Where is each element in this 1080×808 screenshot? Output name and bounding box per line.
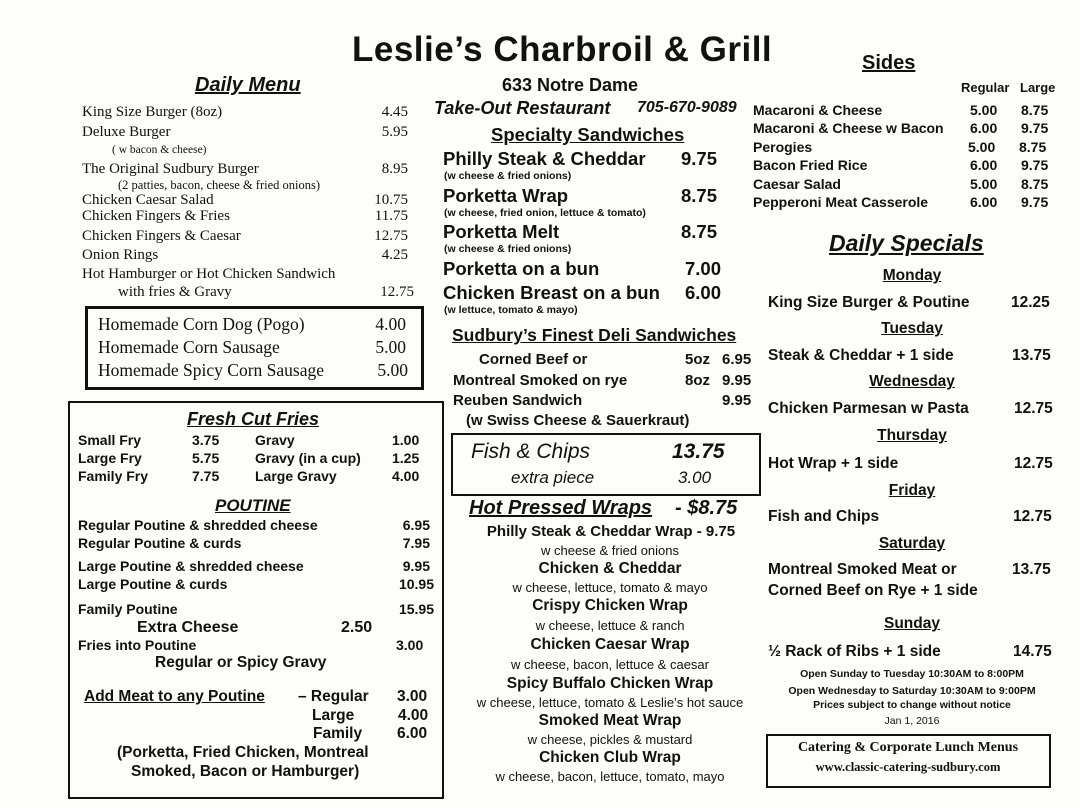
fish-chips-price: 13.75 <box>672 440 725 463</box>
menu-item: Homemade Corn Dog (Pogo) 4.00 <box>98 314 406 334</box>
wrap-desc: w cheese, lettuce & ranch <box>535 618 685 633</box>
fry-size: Family Fry <box>78 468 149 484</box>
add-meat-label: Add Meat to any Poutine <box>84 688 265 705</box>
special-price: 12.75 <box>1013 508 1052 525</box>
poutine-item: Regular Poutine & shredded cheese 6.95 <box>78 517 430 533</box>
deli-title: Sudbury’s Finest Deli Sandwiches <box>452 325 737 345</box>
hot-wraps-title: Hot Pressed Wraps <box>469 497 653 519</box>
side-regular: 5.00 <box>968 139 996 155</box>
meat-regular-price: 3.00 <box>397 688 428 705</box>
special-item: Fish and Chips <box>768 508 880 525</box>
wrap-desc: w cheese, lettuce, tomato & mayo <box>512 580 708 595</box>
side-large: 8.75 <box>1021 102 1049 118</box>
hot-wraps-price: - $8.75 <box>675 497 738 519</box>
special-item-line2: Corned Beef on Rye + 1 side <box>768 582 978 599</box>
special-day: Thursday <box>877 427 947 444</box>
fish-chips-label: Fish & Chips <box>471 440 591 463</box>
side-large: 8.75 <box>1021 176 1049 192</box>
special-price: 14.75 <box>1013 643 1052 660</box>
meat-family-label: Family <box>313 725 363 742</box>
special-item: ½ Rack of Ribs + 1 side <box>768 643 941 660</box>
specialty-sandwiches-title: Specialty Sandwiches <box>491 124 685 145</box>
hours-line1: Open Sunday to Tuesday 10:30AM to 8:00PM <box>800 668 1024 680</box>
special-day: Monday <box>882 267 942 284</box>
wrap-desc: w cheese, bacon, lettuce & caesar <box>510 657 709 672</box>
special-day: Sunday <box>884 615 940 632</box>
gravy-price: 4.00 <box>392 468 420 484</box>
side-item: Bacon Fried Rice <box>753 157 868 173</box>
fry-price: 3.75 <box>192 432 220 448</box>
daily-specials-title: Daily Specials <box>829 230 984 256</box>
special-price: 13.75 <box>1012 561 1051 578</box>
special-item: Hot Wrap + 1 side <box>768 455 899 472</box>
side-regular: 6.00 <box>970 120 998 136</box>
wrap-item: Smoked Meat Wrap <box>538 712 682 729</box>
menu-item: Chicken Caesar Salad 10.75 <box>82 192 408 208</box>
side-item: Perogies <box>753 139 813 155</box>
poutine-item: Large Poutine & curds 10.95 <box>78 576 434 592</box>
wrap-item: Chicken Club Wrap <box>539 749 681 766</box>
fry-price: 5.75 <box>192 450 220 466</box>
side-regular: 6.00 <box>970 157 998 173</box>
wrap-item: Chicken Caesar Wrap <box>530 636 690 653</box>
daily-menu-title: Daily Menu <box>195 74 301 96</box>
side-regular: 5.00 <box>970 102 998 118</box>
menu-item-note: ( w bacon & cheese) <box>112 144 207 156</box>
catering-title: Catering & Corporate Lunch Menus <box>797 740 1019 755</box>
menu-item: Homemade Spicy Corn Sausage 5.00 <box>98 360 408 380</box>
phone-number: 705-670-9089 <box>637 99 737 116</box>
poutine-item: Family Poutine 15.95 <box>78 601 434 617</box>
poutine-item: Regular Poutine & curds 7.95 <box>78 535 430 551</box>
special-price: 12.75 <box>1014 400 1053 417</box>
sandwich-note: (w cheese & fried onions) <box>444 243 572 255</box>
takeout-label: Take-Out Restaurant <box>434 98 611 118</box>
deli-item: Montreal Smoked on rye <box>453 372 628 389</box>
side-large: 9.75 <box>1021 194 1049 210</box>
sandwich-item: Porketta Melt 8.75 <box>443 221 717 242</box>
wrap-item: Philly Steak & Cheddar Wrap - 9.75 <box>486 523 736 540</box>
special-price: 12.25 <box>1011 294 1050 311</box>
wrap-desc: w cheese & fried onions <box>540 543 680 558</box>
menu-item-note: (2 patties, bacon, cheese & fried onions) <box>118 178 321 192</box>
special-item: Steak & Cheddar + 1 side <box>768 347 954 364</box>
hours-line2: Open Wednesday to Saturday 10:30AM to 9:00PM <box>788 685 1036 697</box>
extra-cheese-price: 2.50 <box>341 619 373 636</box>
special-day: Friday <box>888 482 936 499</box>
meat-family-price: 6.00 <box>397 725 428 742</box>
meat-note-line2: Smoked, Bacon or Hamburger) <box>131 763 360 780</box>
deli-size: 8oz <box>685 372 711 389</box>
sandwich-note: (w cheese & fried onions) <box>444 170 572 182</box>
restaurant-title: Leslie’s Charbroil & Grill <box>352 30 773 69</box>
gravy-note: Regular or Spicy Gravy <box>155 654 327 671</box>
gravy-price: 1.00 <box>392 432 420 448</box>
side-regular: 6.00 <box>970 194 998 210</box>
extra-piece-label: extra piece <box>511 468 595 487</box>
wrap-desc: w cheese, lettuce, tomato & Leslie’s hot sauce <box>476 695 744 710</box>
deli-note: (w Swiss Cheese & Sauerkraut) <box>466 412 690 429</box>
special-day: Saturday <box>878 535 946 552</box>
gravy-price: 1.25 <box>392 450 420 466</box>
fry-price: 7.75 <box>192 468 220 484</box>
meat-regular-label: – Regular <box>298 688 369 705</box>
gravy-size: Large Gravy <box>255 468 337 484</box>
fry-size: Large Fry <box>78 450 142 466</box>
sandwich-note: (w lettuce, tomato & mayo) <box>444 304 578 316</box>
menu-item: Chicken Fingers & Fries 11.75 <box>82 208 408 224</box>
catering-url[interactable]: www.classic-catering-sudbury.com <box>815 760 1001 774</box>
side-large: 8.75 <box>1019 139 1047 155</box>
sandwich-note: (w cheese, fried onion, lettuce & tomato) <box>444 207 646 219</box>
sides-col-regular: Regular <box>961 80 1010 95</box>
side-item: Macaroni & Cheese w Bacon <box>753 120 944 136</box>
special-price: 13.75 <box>1012 347 1051 364</box>
fries-into-poutine-price: 3.00 <box>396 637 424 653</box>
special-price: 12.75 <box>1014 455 1053 472</box>
side-item: Caesar Salad <box>753 176 841 192</box>
side-large: 9.75 <box>1021 157 1049 173</box>
fries-into-poutine-label: Fries into Poutine <box>78 637 197 653</box>
sandwich-item: Chicken Breast on a bun 6.00 <box>443 282 721 303</box>
menu-item: Chicken Fingers & Caesar 12.75 <box>82 228 408 244</box>
gravy-size: Gravy <box>255 432 295 448</box>
special-item: Montreal Smoked Meat or <box>768 561 957 578</box>
deli-price: 9.95 <box>722 392 752 409</box>
deli-price: 9.95 <box>722 372 752 389</box>
gravy-size: Gravy (in a cup) <box>255 450 361 466</box>
wrap-item: Crispy Chicken Wrap <box>532 597 688 614</box>
sides-col-large: Large <box>1020 80 1056 95</box>
menu-item: King Size Burger (8oz) 4.45 <box>82 104 408 120</box>
wrap-item: Spicy Buffalo Chicken Wrap <box>506 675 714 692</box>
sides-title: Sides <box>862 52 916 74</box>
menu-item: with fries & Gravy 12.75 <box>118 284 414 300</box>
menu-item: Onion Rings 4.25 <box>82 247 408 263</box>
side-large: 9.75 <box>1021 120 1049 136</box>
meat-large-label: Large <box>312 707 355 724</box>
address: 633 Notre Dame <box>501 75 639 95</box>
menu-date: Jan 1, 2016 <box>884 715 940 727</box>
wrap-item: Chicken & Cheddar <box>538 560 682 577</box>
menu-item: Deluxe Burger 5.95 <box>82 124 408 140</box>
side-regular: 5.00 <box>970 176 998 192</box>
special-day: Wednesday <box>869 373 955 390</box>
menu-item: Homemade Corn Sausage 5.00 <box>98 337 406 357</box>
special-day: Tuesday <box>881 320 943 337</box>
deli-item: Corned Beef or <box>479 351 588 368</box>
menu-item: Hot Hamburger or Hot Chicken Sandwich <box>82 266 336 282</box>
deli-item: Reuben Sandwich <box>453 392 583 409</box>
poutine-title: POUTINE <box>215 496 291 515</box>
sandwich-item: Porketta Wrap 8.75 <box>443 185 717 206</box>
extra-piece-price: 3.00 <box>678 468 712 487</box>
meat-note-line1: (Porketta, Fried Chicken, Montreal <box>117 744 369 761</box>
special-item: King Size Burger & Poutine <box>768 294 970 311</box>
menu-item: The Original Sudbury Burger 8.95 <box>82 161 408 177</box>
side-item: Pepperoni Meat Casserole <box>753 194 929 210</box>
sandwich-item: Porketta on a bun 7.00 <box>443 258 721 279</box>
fry-size: Small Fry <box>78 432 142 448</box>
meat-large-price: 4.00 <box>398 707 429 724</box>
wrap-desc: w cheese, bacon, lettuce, tomato, mayo <box>495 769 725 784</box>
fresh-cut-fries-title: Fresh Cut Fries <box>187 409 320 429</box>
side-item: Macaroni & Cheese <box>753 102 883 118</box>
poutine-item: Large Poutine & shredded cheese 9.95 <box>78 558 430 574</box>
deli-size: 5oz <box>685 351 711 368</box>
sandwich-item: Philly Steak & Cheddar 9.75 <box>443 148 717 169</box>
extra-cheese-label: Extra Cheese <box>137 619 239 636</box>
deli-price: 6.95 <box>722 351 752 368</box>
wrap-desc: w cheese, pickles & mustard <box>527 732 693 747</box>
prices-note: Prices subject to change without notice <box>813 699 1011 711</box>
special-item: Chicken Parmesan w Pasta <box>768 400 969 417</box>
